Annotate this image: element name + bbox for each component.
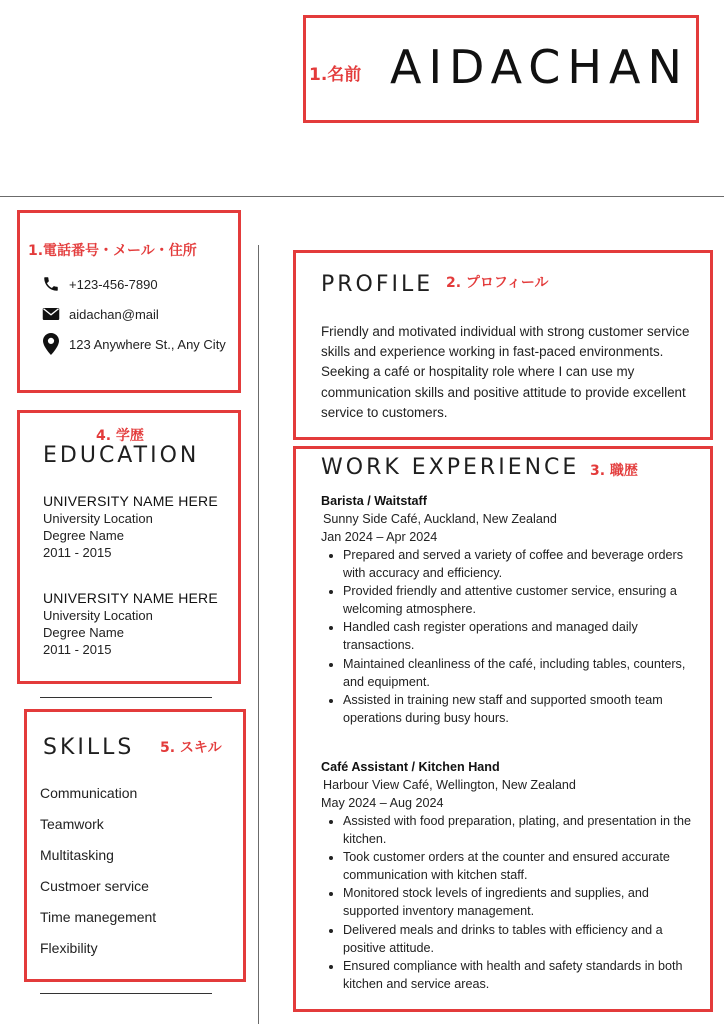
header-divider (0, 196, 724, 197)
column-divider (258, 245, 259, 1024)
job-duty: • Prepared and served a variety of coffee and beverage orders with accuracy and efficiency. (343, 546, 705, 582)
education-years: 2011 - 2015 (43, 545, 112, 560)
skills-divider-bottom (40, 993, 212, 994)
candidate-name: AIDACHAN (390, 40, 689, 94)
job-entry (321, 492, 705, 727)
job-duty: • Delivered meals and drinks to tables with efficiency and a positive attitude. (343, 921, 705, 957)
university-name: UNIVERSITY NAME HERE (43, 493, 218, 509)
university-location: University Location (43, 608, 153, 623)
skill-item: Teamwork (40, 816, 104, 832)
skill-item: Custmoer service (40, 878, 149, 894)
job-entry (321, 758, 705, 993)
education-entry (43, 493, 218, 561)
job-employer: Harbour View Café, Wellington, New Zealand (323, 778, 576, 792)
address: 123 Anywhere St., Any City (69, 336, 226, 352)
contact-phone-row (41, 274, 158, 294)
profile-summary: Friendly and motivated individual with strong customer service skills and experience working in fast-paced environments. Seeking a café or hospitality role where I can use my communication skills and positive attitude to provide excellent service to customers. (321, 324, 690, 420)
skills-divider-top (40, 697, 212, 698)
work-experience-heading: WORK EXPERIENCE (321, 455, 580, 480)
contact-address-row (41, 334, 226, 354)
skills-list (40, 784, 156, 970)
phone-number: +123-456-7890 (69, 276, 158, 292)
skill-item: Time manegement (40, 909, 157, 925)
skill-item: Communication (40, 785, 138, 801)
contact-annotation-box (17, 210, 241, 393)
job-duty: • Assisted in training new staff and supported smooth team operations during busy hours. (343, 691, 705, 727)
profile-heading: PROFILE (321, 272, 434, 297)
skill-item: Flexibility (40, 940, 98, 956)
university-location: University Location (43, 511, 153, 526)
phone-icon (41, 274, 61, 294)
education-annotation-label: 4. 学歴 (96, 428, 144, 444)
education-years: 2011 - 2015 (43, 642, 112, 657)
job-employer: Sunny Side Café, Auckland, New Zealand (323, 512, 557, 526)
profile-annotation-label: 2. プロフィール (446, 275, 549, 291)
education-entry (43, 590, 218, 658)
degree-name: Degree Name (43, 625, 124, 640)
contact-annotation-label: 1.電話番号・メール・住所 (28, 243, 197, 259)
job-duty: • Took customer orders at the counter and ensured accurate communication with kitchen staff. (343, 848, 705, 884)
contact-email-row (41, 304, 159, 324)
mail-icon (41, 304, 61, 324)
degree-name: Degree Name (43, 528, 124, 543)
education-heading: EDUCATION (43, 443, 200, 468)
job-duty: • Monitored stock levels of ingredients and supplies, and supported inventory management. (343, 884, 705, 920)
job-duty: • Maintained cleanliness of the café, including tables, counters, and equipment. (343, 655, 705, 691)
skills-heading: SKILLS (43, 735, 135, 760)
job-duties (321, 546, 705, 727)
work-annotation-label: 3. 職歴 (590, 463, 638, 479)
job-duty: • Assisted with food preparation, plating, and presentation in the kitchen. (343, 812, 705, 848)
university-name: UNIVERSITY NAME HERE (43, 590, 218, 606)
location-pin-icon (41, 334, 61, 354)
job-duty: • Handled cash register operations and managed daily transactions. (343, 618, 705, 654)
skill-item: Multitasking (40, 847, 114, 863)
email-address: aidachan@mail (69, 306, 159, 322)
job-role: Barista / Waitstaff (321, 494, 427, 508)
job-duty: • Provided friendly and attentive customer service, ensuring a welcoming atmosphere. (343, 582, 705, 618)
name-annotation-label: 1.名前 (309, 65, 362, 85)
job-role: Café Assistant / Kitchen Hand (321, 760, 500, 774)
job-dates: May 2024 – Aug 2024 (321, 796, 444, 810)
job-dates: Jan 2024 – Apr 2024 (321, 530, 438, 544)
skills-annotation-label: 5. スキル (160, 740, 222, 756)
job-duties (321, 812, 705, 993)
job-duty: • Ensured compliance with health and safety standards in both kitchen and service areas. (343, 957, 705, 993)
